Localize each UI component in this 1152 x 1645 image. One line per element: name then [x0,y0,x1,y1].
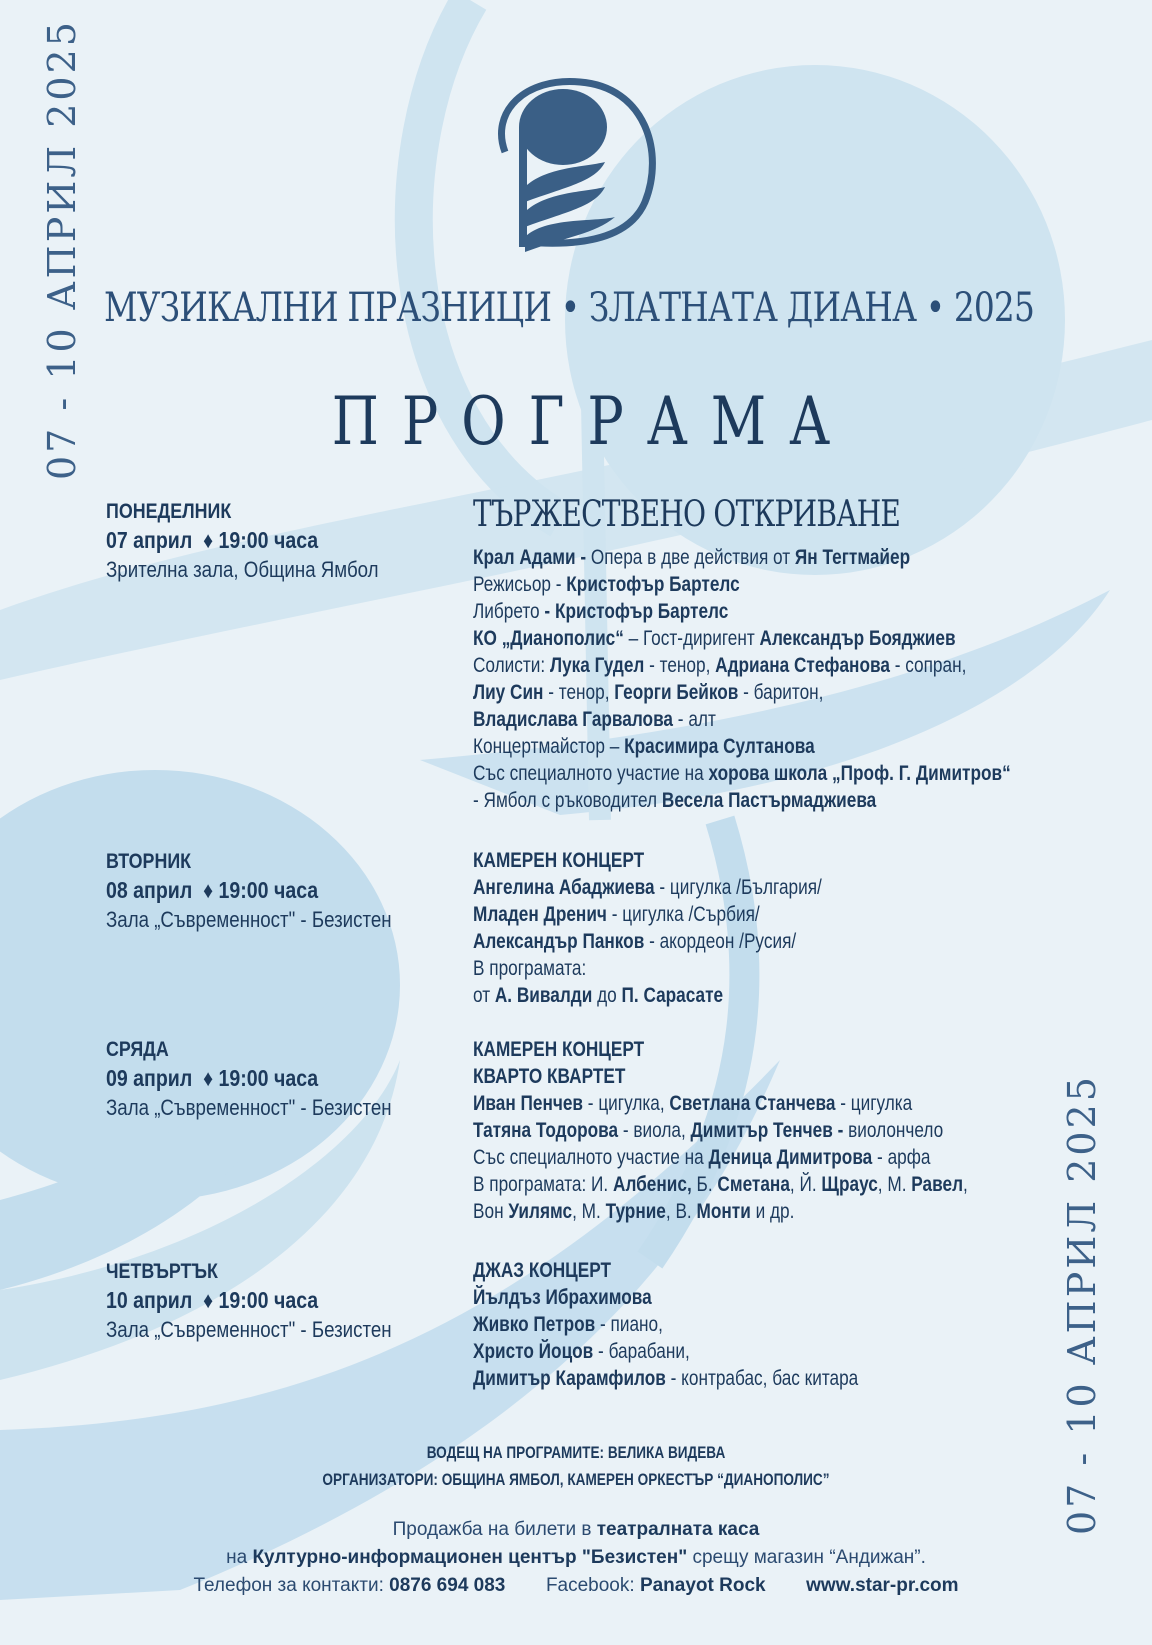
organizers-credit: ОРГАНИЗАТОРИ: ОБЩИНА ЯМБОЛ, КАМЕРЕН ОРКЕСТЪР “ДИАНОПОЛИС” [322,1470,830,1489]
event-heading: КАМЕРЕН КОНЦЕРТ [473,1038,645,1061]
event-chamber-concert-2 [473,1036,1093,1225]
day-datetime: 09 април ♦ 19:00 часа [106,1065,319,1091]
event-line: В програмата: И. Албенис, Б. Сметана, Й. Щраус, М. Равел, [473,1173,968,1196]
center-line: на Културно-информационен център "Безистен" срещу магазин “Андижан”. [226,1547,926,1568]
event-headings [473,1036,1093,1090]
event-chamber-concert-1 [473,847,1093,1009]
diamond-icon: ♦ [203,1287,214,1313]
event-line: Александър Панков - акордеон /Русия/ [473,930,797,953]
event-line: Ангелина Абаджиева - цигулка /България/ [473,876,822,899]
diamond-icon: ♦ [203,527,214,553]
day-datetime: 10 април ♦ 19:00 часа [106,1287,319,1313]
event-line: Димитър Карамфилов - контрабас, бас китара [473,1367,859,1390]
host-credit: ВОДЕЩ НА ПРОГРАМИТЕ: ВЕЛИКА ВИДЕВА [426,1443,726,1462]
side-date-left: 07 - 10 АПРИЛ 2025 [40,19,84,480]
music-note-logo-icon [485,72,675,262]
event-lines [473,874,1093,1009]
event-headings [473,1257,1093,1284]
day-name: СРЯДА [106,1038,169,1061]
event-opening [473,492,1093,814]
side-date-right: 07 - 10 АПРИЛ 2025 [1060,1074,1104,1535]
ticket-info-footer [0,1516,1152,1600]
event-line: Със специалното участие на хорова школа „Проф. Г. Димитров“ [473,762,1011,785]
event-line: Крал Адами - Опера в две действия от Ян Тегтмайер [473,546,911,569]
event-line: Йълдъз Ибрахимова [473,1286,652,1309]
event-line: Вон Уилямс, М. Турние, В. Монти и др. [473,1200,795,1223]
day-name: ПОНЕДЕЛНИК [106,500,232,523]
event-line: Концертмайстор – Красимира Султанова [473,735,815,758]
event-line: Иван Пенчев - цигулка, Светлана Станчева - цигулка [473,1092,913,1115]
day-datetime: 07 април ♦ 19:00 часа [106,527,319,553]
day-venue: Зала „Съвременност" - Безистен [106,907,392,932]
event-jazz-concert [473,1257,1093,1392]
event-heading: ДЖАЗ КОНЦЕРТ [473,1259,612,1282]
diamond-icon: ♦ [203,877,214,903]
day-wednesday [106,1035,446,1122]
program-title: ПРОГРАМА [331,383,854,460]
day-venue: Зала „Съвременност" - Безистен [106,1095,392,1120]
credits [0,1439,1152,1493]
day-tuesday [106,847,446,934]
day-datetime: 08 април ♦ 19:00 часа [106,877,319,903]
event-lines [473,1284,1093,1392]
event-line: Живко Петров - пиано, [473,1313,663,1336]
event-line: Със специалното участие на Деница Димитрова - арфа [473,1146,931,1169]
day-venue: Зрителна зала, Община Ямбол [106,557,379,582]
phone-number[interactable]: 0876 694 083 [389,1575,506,1596]
day-venue: Зала „Съвременност" - Безистен [106,1317,392,1342]
event-line: Христо Йоцов - барабани, [473,1340,690,1363]
event-heading: КВАРТО КВАРТЕТ [473,1065,626,1088]
event-lines [473,544,1093,814]
event-line: - Ямбол с ръководител Весела Пастърмаджиева [473,789,877,812]
event-line: Режисьор - Кристофър Бартелс [473,573,740,596]
day-thursday [106,1257,446,1344]
event-line: Либрето - Кристофър Бартелс [473,600,729,623]
event-line: Солисти: Лука Гудел - тенор, Адриана Стефанова - сопран, [473,654,967,677]
event-line: КО „Дианополис“ – Гост-диригент Александър Бояджиев [473,627,956,650]
website-link[interactable]: www.star-pr.com [806,1575,959,1596]
tickets-line: Продажба на билети в театралната каса [392,1519,760,1540]
event-heading: КАМЕРЕН КОНЦЕРТ [473,849,645,872]
day-monday [106,497,446,584]
diamond-icon: ♦ [203,1065,214,1091]
event-line: Владислава Гарвалова - алт [473,708,716,731]
event-line: Татяна Тодорова - виола, Димитър Тенчев - виолончело [473,1119,944,1142]
event-line: от А. Вивалди до П. Сарасате [473,984,724,1007]
event-headings [473,847,1093,874]
event-line: Младен Дренич - цигулка /Сърбия/ [473,903,760,926]
facebook-link[interactable]: Panayot Rock [639,1575,766,1596]
festival-title: МУЗИКАЛНИ ПРАЗНИЦИ • ЗЛАТНАТА ДИАНА • 2025 [104,285,1035,331]
event-line: В програмата: [473,957,587,980]
event-line: Лиу Син - тенор, Георги Бейков - баритон, [473,681,824,704]
event-title: ТЪРЖЕСТВЕНО ОТКРИВАНЕ [473,494,901,535]
contact-line: Телефон за контакти: 0876 694 083 Facebook: Panayot Rock www.star-pr.com [193,1575,959,1596]
event-lines [473,1090,1093,1225]
day-name: ЧЕТВЪРТЪК [106,1260,218,1283]
day-name: ВТОРНИК [106,850,192,873]
